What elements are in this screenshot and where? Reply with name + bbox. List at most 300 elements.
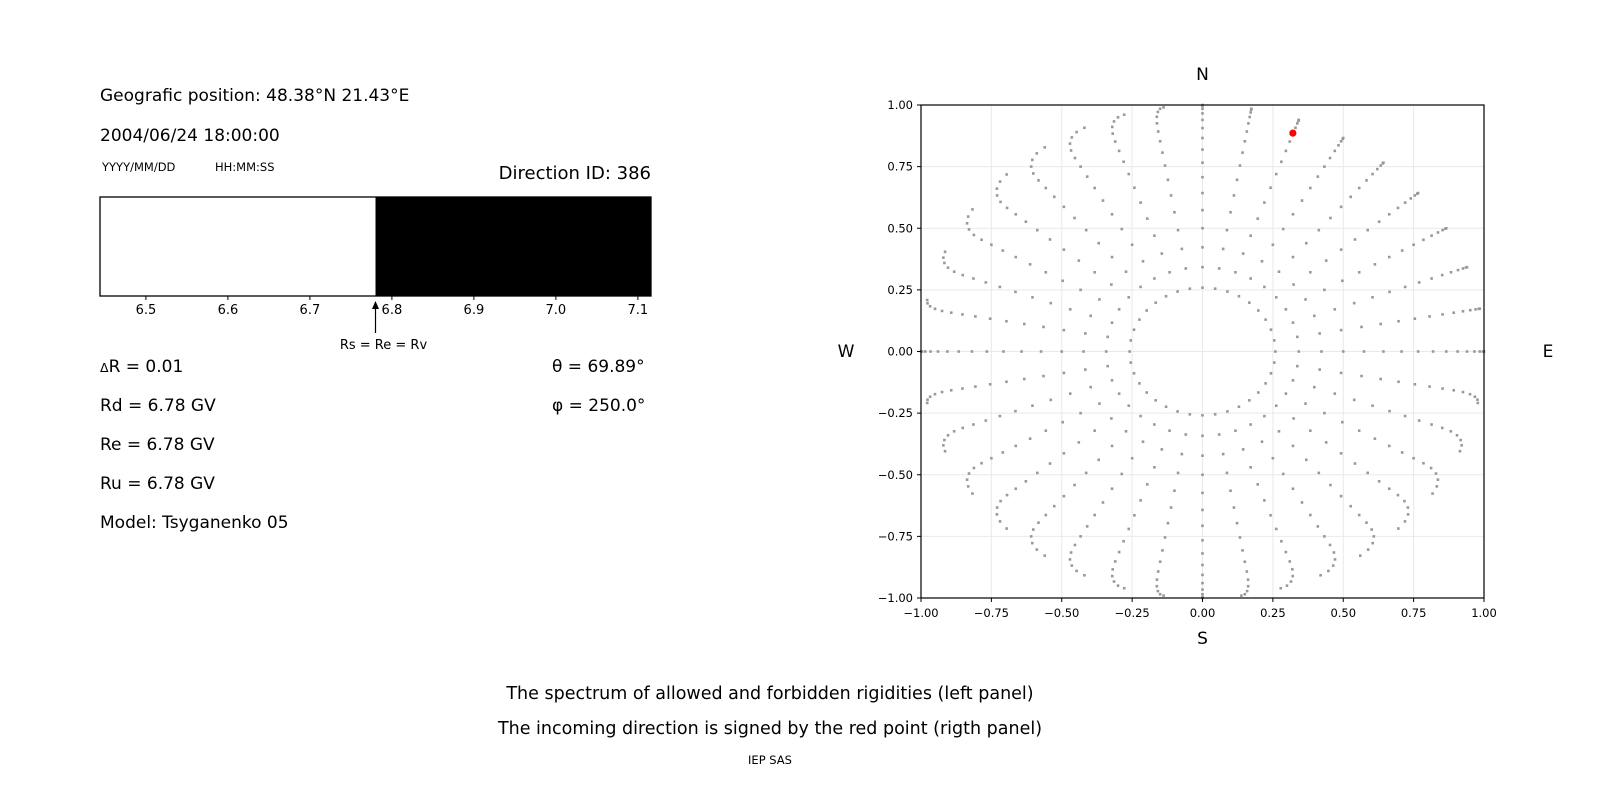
direction-dot (989, 383, 992, 386)
direction-dot (1414, 194, 1417, 197)
direction-dot (1422, 462, 1425, 465)
direction-dot (1466, 350, 1469, 353)
direction-dot (1341, 421, 1344, 424)
direction-dot (1201, 127, 1204, 130)
direction-dot (1366, 472, 1369, 475)
direction-dot (1079, 289, 1082, 292)
direction-dot (1409, 197, 1412, 200)
spectrum-tick-label: 6.6 (217, 303, 239, 318)
direction-dot (946, 350, 949, 353)
direction-dot (1201, 286, 1204, 289)
direction-dot (971, 350, 974, 353)
direction-dot (1133, 372, 1136, 375)
y-axis-tick-label: −1.00 (877, 591, 913, 605)
y-axis-tick-label: −0.75 (877, 529, 913, 544)
direction-dot (1371, 542, 1374, 545)
direction-dot (996, 506, 999, 509)
direction-dot (1388, 291, 1391, 294)
direction-dot (1249, 111, 1252, 114)
direction-dot (929, 350, 932, 353)
direction-dot (1456, 434, 1459, 437)
direction-dot (1340, 372, 1343, 375)
direction-dot (1201, 588, 1204, 591)
direction-dot (996, 194, 999, 197)
direction-dot (1020, 350, 1023, 353)
direction-dot (1214, 413, 1217, 416)
direction-dot (924, 350, 927, 353)
direction-dot (1089, 315, 1092, 318)
direction-dot (1025, 220, 1028, 223)
direction-dot (1165, 295, 1168, 298)
direction-dot (974, 315, 977, 318)
direction-dot (1153, 234, 1156, 237)
direction-dot (1318, 472, 1321, 475)
direction-dot (1285, 308, 1288, 311)
direction-dot (947, 266, 950, 269)
spectrum-tick-label: 7.0 (545, 303, 567, 318)
direction-dot (1404, 201, 1407, 204)
arrow-head (372, 301, 379, 309)
direction-dot (999, 286, 1002, 289)
direction-dot (1353, 302, 1356, 305)
direction-dot (1379, 378, 1382, 381)
x-axis-tick-label: 0.00 (1189, 606, 1216, 620)
direction-dot (1153, 423, 1156, 426)
direction-dot (1127, 173, 1130, 176)
direction-dot (1296, 122, 1299, 125)
direction-dot (1097, 242, 1100, 245)
direction-dot (1476, 402, 1479, 405)
direction-dot (1382, 161, 1385, 164)
phi-label: φ = 250.0° (552, 396, 646, 416)
direction-dot (1378, 220, 1381, 223)
direction-dot (1110, 417, 1113, 420)
direction-dot (1049, 238, 1052, 241)
direction-dot (1226, 229, 1229, 232)
direction-dot (1114, 560, 1117, 563)
direction-dot (1006, 207, 1009, 210)
direction-dot (1063, 452, 1066, 455)
direction-dot (1332, 564, 1335, 567)
direction-dot (1365, 179, 1368, 182)
direction-dot (1079, 165, 1082, 168)
direction-dot (1301, 501, 1304, 504)
direction-dot (1305, 242, 1308, 245)
direction-dot (1316, 525, 1319, 528)
direction-dot (1269, 514, 1272, 517)
direction-dot (1450, 430, 1453, 433)
direction-dot (1201, 509, 1204, 512)
map-gridlines (921, 105, 1484, 598)
direction-dot (1063, 206, 1066, 209)
direction-dot (1373, 535, 1376, 538)
direction-dot (1133, 514, 1136, 517)
direction-dot (1414, 317, 1417, 320)
time-format-label: HH:MM:SS (215, 160, 275, 174)
direction-dot (1397, 380, 1400, 383)
direction-dot (1002, 249, 1005, 252)
direction-dot (1111, 132, 1114, 135)
direction-dot (967, 215, 970, 218)
spectrum-tick-label: 7.1 (627, 303, 649, 318)
direction-dot (1044, 429, 1047, 432)
direction-dot (1242, 448, 1245, 451)
direction-dot (1462, 310, 1465, 313)
direction-dot (1437, 478, 1440, 481)
direction-dot (1036, 152, 1039, 155)
direction-dot (1156, 122, 1159, 125)
direction-dot (1201, 435, 1204, 438)
direction-dot (1162, 594, 1165, 597)
direction-dot (926, 302, 929, 305)
direction-dot (1036, 472, 1039, 475)
direction-dot (1407, 513, 1410, 516)
direction-dot (1049, 399, 1052, 402)
direction-dot (1014, 256, 1017, 259)
x-axis-tick-label: 0.75 (1400, 606, 1427, 620)
direction-dot (1044, 514, 1047, 517)
direction-dot (1118, 150, 1121, 153)
direction-dot (1417, 192, 1420, 195)
direction-dot (999, 180, 1002, 183)
direction-dot (1333, 150, 1336, 153)
direction-dot (1093, 514, 1096, 517)
direction-dot (1127, 296, 1130, 299)
direction-dot (1201, 137, 1204, 140)
direction-dot (947, 434, 950, 437)
direction-dot (1156, 585, 1159, 588)
direction-dot (1078, 259, 1081, 262)
direction-dot (1125, 430, 1128, 433)
direction-dot (1125, 270, 1128, 273)
direction-dot (926, 299, 929, 302)
direction-dot (1278, 270, 1281, 273)
direction-dot (1244, 593, 1247, 596)
direction-dot (944, 450, 947, 453)
direction-dot (1340, 452, 1343, 455)
direction-dot (1120, 228, 1123, 231)
direction-dot (1370, 528, 1373, 531)
direction-dot (1319, 574, 1322, 577)
direction-dot (1441, 387, 1444, 390)
direction-dot (1111, 487, 1114, 490)
direction-dot (1397, 207, 1400, 210)
direction-dot (1460, 444, 1463, 447)
direction-dot (1031, 159, 1034, 162)
direction-dot (1404, 286, 1407, 289)
direction-dot (1214, 287, 1217, 290)
direction-dot (1374, 437, 1377, 440)
direction-dot (1106, 336, 1109, 339)
direction-dot (1264, 318, 1267, 321)
direction-dot (1270, 372, 1273, 375)
direction-dot (1431, 492, 1434, 495)
direction-dot (1309, 429, 1312, 432)
direction-dot (1111, 213, 1114, 216)
y-axis-tick-label: 1.00 (887, 98, 913, 112)
direction-dot (1280, 540, 1283, 543)
direction-dot (957, 350, 960, 353)
direction-dot (1002, 451, 1005, 454)
direction-dot (1290, 580, 1293, 583)
direction-dot (999, 520, 1002, 523)
direction-dot (1401, 249, 1404, 252)
direction-dot (980, 462, 983, 465)
direction-dot (1292, 417, 1295, 420)
direction-dot (1248, 301, 1251, 304)
spectrum-tick-label: 6.8 (381, 303, 403, 318)
direction-dot (961, 313, 964, 316)
direction-dot (1111, 126, 1114, 129)
direction-dot (1164, 164, 1167, 167)
direction-dot (937, 350, 940, 353)
direction-dot (1093, 429, 1096, 432)
direction-dot (1349, 505, 1352, 508)
spectrum-region-forbidden (376, 197, 652, 296)
direction-dot (1118, 392, 1121, 395)
direction-dot (1030, 535, 1033, 538)
red-incoming-direction-point (1289, 130, 1296, 137)
direction-dot (1002, 350, 1005, 353)
direction-dot (1161, 448, 1164, 451)
ru-label: Ru = 6.78 GV (100, 474, 215, 494)
direction-dot (1157, 590, 1160, 593)
direction-dot (1201, 564, 1204, 567)
direction-dot (1082, 350, 1085, 353)
direction-dot (1342, 137, 1345, 140)
direction-dot (1349, 196, 1352, 199)
direction-dot (1242, 252, 1245, 255)
direction-dot (1184, 433, 1187, 436)
direction-dot (961, 427, 964, 430)
direction-dot (1272, 457, 1275, 460)
direction-dot (1341, 280, 1344, 283)
direction-dot (1161, 252, 1164, 255)
direction-dot (1309, 271, 1312, 274)
direction-dot (1161, 151, 1164, 154)
direction-dot (1358, 271, 1361, 274)
direction-dot (1261, 440, 1264, 443)
direction-dot (966, 478, 969, 481)
direction-dot (1412, 457, 1415, 460)
direction-dot (1078, 441, 1081, 444)
direction-dot (1085, 229, 1088, 232)
direction-dot (1233, 194, 1236, 197)
direction-dot (1127, 404, 1130, 407)
direction-dot (1309, 514, 1312, 517)
direction-dot (1407, 506, 1410, 509)
direction-dot (1131, 243, 1134, 246)
direction-dot (1325, 441, 1328, 444)
direction-dot (1264, 382, 1267, 385)
direction-dot (1167, 522, 1170, 525)
direction-dot (1244, 140, 1247, 143)
direction-dot (1450, 271, 1453, 274)
direction-dot (1006, 494, 1009, 497)
direction-dot (1462, 391, 1465, 394)
direction-dot (1469, 393, 1472, 396)
direction-dot (1142, 440, 1145, 443)
direction-dot (1249, 277, 1252, 280)
direction-dot (1044, 187, 1047, 190)
direction-dot (1238, 405, 1241, 408)
direction-dot (1354, 238, 1357, 241)
direction-dot (1365, 521, 1368, 524)
direction-dot (1280, 160, 1283, 163)
direction-dot (1249, 234, 1252, 237)
direction-dot (1273, 361, 1276, 364)
direction-dot (1249, 466, 1252, 469)
direction-dot (1128, 350, 1131, 353)
direction-dot (1154, 399, 1157, 402)
direction-dot (1241, 549, 1244, 552)
direction-dot (926, 402, 929, 405)
direction-dot (1459, 439, 1462, 442)
direction-dot (1239, 536, 1242, 539)
direction-dot (1201, 574, 1204, 577)
direction-dot (1313, 386, 1316, 389)
direction-dot (1156, 115, 1159, 118)
direction-dot (1154, 301, 1157, 304)
direction-dot (1029, 263, 1032, 266)
direction-dot (1014, 291, 1017, 294)
direction-dot (1222, 453, 1225, 456)
direction-dot (1340, 248, 1343, 251)
direction-dot (1070, 564, 1073, 567)
direction-dot (1049, 302, 1052, 305)
direction-dot (1111, 575, 1114, 578)
direction-dot (1049, 462, 1052, 465)
direction-dot (1226, 290, 1229, 293)
direction-dot (1445, 350, 1448, 353)
spectrum-tick-label: 6.9 (463, 303, 485, 318)
direction-dot (1201, 539, 1204, 542)
x-axis-tick-label: −0.75 (973, 606, 1009, 620)
direction-dot (1106, 365, 1109, 368)
rd-label: Rd = 6.78 GV (100, 396, 216, 416)
direction-dot (1257, 391, 1260, 394)
direction-dot (1161, 549, 1164, 552)
map-axis-ticks (878, 98, 1497, 620)
direction-dot (1201, 246, 1204, 249)
spectrum-tick-label: 6.5 (135, 303, 157, 318)
x-axis-tick-label: −0.25 (1114, 606, 1150, 620)
direction-dot (1236, 522, 1239, 525)
direction-dot (1414, 383, 1417, 386)
direction-dot (999, 500, 1002, 503)
direction-dot (1168, 429, 1171, 432)
direction-dot (1201, 552, 1204, 555)
direction-dot (1165, 405, 1168, 408)
direction-dot (929, 395, 932, 398)
direction-dot (1297, 119, 1300, 122)
direction-dot (1457, 269, 1460, 272)
direction-dot (1371, 296, 1374, 299)
direction-dot (1145, 309, 1148, 312)
direction-dot (1129, 339, 1132, 342)
direction-dot (1074, 544, 1077, 547)
direction-dot (1170, 506, 1173, 509)
direction-dot (1282, 228, 1285, 231)
spectrum-region-allowed (100, 197, 376, 296)
direction-dot (1159, 560, 1162, 563)
direction-dot (1118, 308, 1121, 311)
spectrum-regions (100, 197, 651, 296)
direction-dot (1360, 375, 1363, 378)
direction-dot (1079, 535, 1082, 538)
direction-dot (1031, 296, 1034, 299)
delta-symbol: Δ (100, 360, 109, 375)
direction-dot (1142, 260, 1145, 263)
direction-dot (926, 398, 929, 401)
direction-dot (1226, 472, 1229, 475)
direction-dot (1037, 179, 1040, 182)
direction-dot (1478, 307, 1481, 310)
direction-dot (1340, 140, 1343, 143)
direction-dot (1247, 585, 1250, 588)
direction-dot (1153, 277, 1156, 280)
direction-dot (1157, 570, 1160, 573)
direction-dot (1153, 466, 1156, 469)
direction-dot (1014, 487, 1017, 490)
direction-dot (1333, 392, 1336, 395)
x-axis-tick-label: 0.25 (1260, 606, 1286, 620)
direction-dot (985, 419, 988, 422)
direction-dot (990, 243, 993, 246)
direction-dot (1358, 514, 1361, 517)
direction-dot (1159, 593, 1162, 596)
direction-dot (1371, 404, 1374, 407)
direction-dot (1282, 473, 1285, 476)
direction-dot (1244, 560, 1247, 563)
direction-dot (1313, 315, 1316, 318)
direction-dot (1029, 437, 1032, 440)
direction-dot (1025, 480, 1028, 483)
direction-dot (1476, 398, 1479, 401)
direction-dot (1388, 256, 1391, 259)
direction-dot (1275, 528, 1278, 531)
direction-dot (1073, 484, 1076, 487)
direction-dot (1070, 136, 1073, 139)
direction-dot (1234, 271, 1237, 274)
direction-dot (1014, 213, 1017, 216)
direction-dot (1117, 584, 1120, 587)
x-axis-tick-label: 0.50 (1330, 606, 1357, 620)
direction-dot (1097, 459, 1100, 462)
direction-dot (1083, 574, 1086, 577)
direction-dot (1113, 120, 1116, 123)
direction-dot (1401, 451, 1404, 454)
direction-dot (1452, 311, 1455, 314)
direction-dot (1404, 520, 1407, 523)
direction-dot (1123, 587, 1126, 590)
date-format-label: YYYY/MM/DD (102, 160, 176, 174)
direction-dot (1248, 116, 1251, 119)
direction-dot (1247, 578, 1250, 581)
direction-dot (1085, 472, 1088, 475)
direction-dot (1069, 392, 1072, 395)
direction-dot (1323, 165, 1326, 168)
direction-dot (1146, 217, 1149, 220)
direction-dot (1176, 410, 1179, 413)
direction-dot (1061, 421, 1064, 424)
direction-dot (1181, 453, 1184, 456)
direction-dot (966, 222, 969, 225)
direction-dot (1382, 350, 1385, 353)
y-axis-tick-label: −0.25 (877, 406, 913, 421)
direction-dot (1292, 283, 1295, 286)
direction-dot (1263, 286, 1266, 289)
